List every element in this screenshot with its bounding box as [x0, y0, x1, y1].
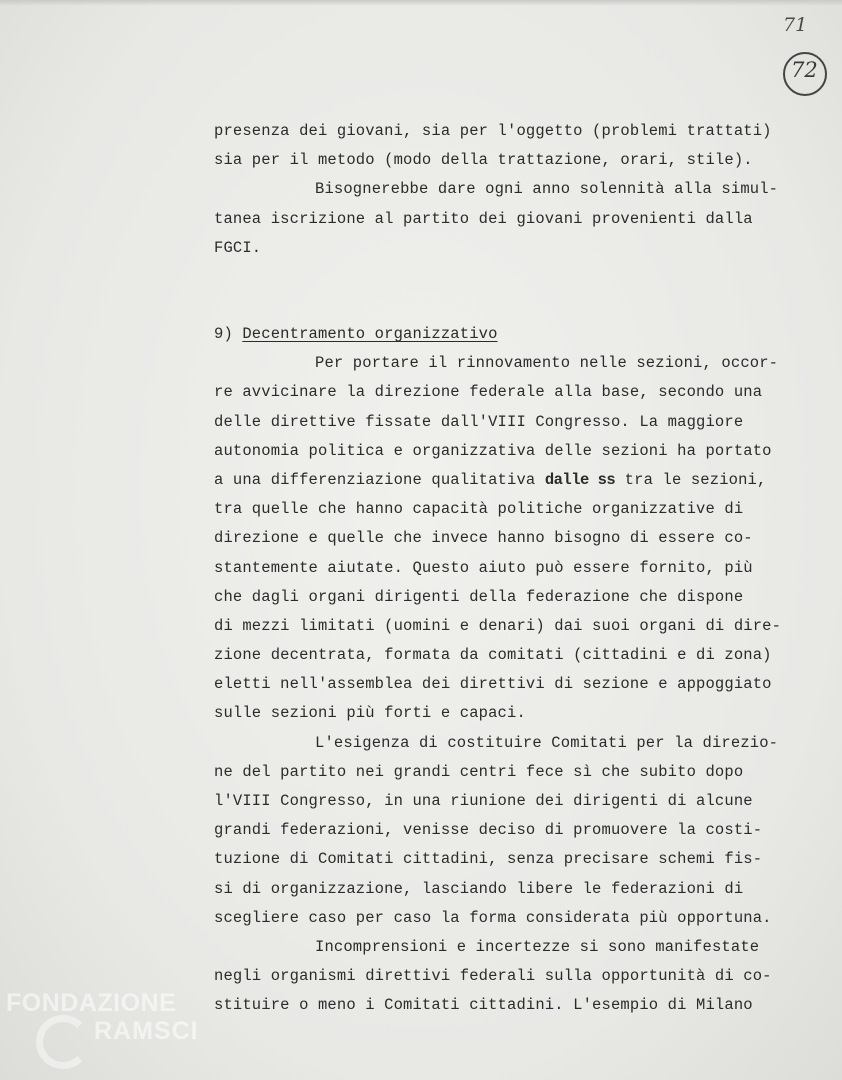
section-title: Decentramento organizzativo: [242, 325, 498, 343]
text-line: FGCI.: [214, 238, 262, 257]
text-line: sia per il metodo (modo della trattazione, orari, stile).: [214, 151, 753, 170]
watermark-g-logo-icon: [36, 1015, 90, 1069]
text-line: scegliere caso per caso la forma considerata più opportuna.: [214, 908, 772, 927]
watermark-line2: RAMSCI: [94, 1017, 199, 1045]
text-line: si di organizzazione, lasciando libere le federazioni di: [214, 879, 744, 898]
text-line: grandi federazioni, venisse deciso di promuovere la costi-: [214, 821, 763, 840]
text-line: di mezzi limitati (uomini e denari) dai suoi organi di dire-: [214, 616, 782, 635]
watermark-line1: FONDAZIONE: [6, 989, 177, 1017]
struck-out-text: dalle ss: [544, 470, 616, 489]
circled-page-number: 72: [791, 58, 818, 82]
text-line-with-strikeout: [214, 466, 814, 495]
section-number: 9): [214, 325, 233, 343]
text-line: stituire o meno i Comitati cittadini. L'esempio di Milano: [214, 996, 753, 1015]
page-top-edge: [0, 0, 842, 6]
text-line: l'VIII Congresso, in una riunione dei dirigenti di alcune: [214, 792, 753, 810]
text-line: tanea iscrizione al partito dei giovani provenienti dalla: [214, 209, 753, 228]
text-line: sulle sezioni più forti e capaci.: [214, 704, 526, 723]
text-line: zione decentrata, formata da comitati (cittadini e di zona): [214, 646, 772, 665]
text-line: stantemente aiutate. Questo aiuto può essere fornito, più: [214, 558, 753, 577]
text-segment: tra le sezioni,: [615, 470, 767, 489]
text-line: che dagli organi dirigenti della federazione che dispone: [214, 587, 744, 606]
text-line: re avvicinare la direzione federale alla base, secondo una: [214, 383, 763, 402]
text-line: Incomprensioni e incertezze si sono manifestate: [315, 937, 760, 956]
text-line: eletti nell'assemblea dei direttivi di sezione e appoggiato: [214, 675, 772, 694]
section-decentramento: [214, 320, 814, 1021]
text-line: direzione e quelle che invece hanno bisogno di essere co-: [214, 529, 753, 548]
fondazione-gramsci-watermark: [6, 985, 216, 1075]
text-line: L'esigenza di costituire Comitati per la direzio-: [315, 733, 779, 752]
text-line: tra quelle che hanno capacità politiche organizzative di: [214, 500, 744, 519]
text-segment: a una differenziazione qualitativa: [214, 470, 545, 489]
handwritten-page-number: 71: [783, 14, 808, 36]
text-line: Bisognerebbe dare ogni anno solennità alla simul-: [315, 180, 779, 199]
text-line: autonomia politica e organizzativa delle sezioni ha portato: [214, 441, 772, 460]
text-line: ne del partito nei grandi centri fece sì che subito dopo: [214, 762, 744, 781]
text-line: negli organismi direttivi federali sulla opportunità di co-: [214, 967, 772, 986]
text-line: presenza dei giovani, sia per l'oggetto (problemi trattati): [214, 122, 772, 140]
paragraph-intro: [214, 117, 814, 263]
text-line: Per portare il rinnovamento nelle sezioni, occor-: [315, 354, 779, 373]
text-line: tuzione di Comitati cittadini, senza precisare schemi fis-: [214, 850, 763, 869]
text-line: delle direttive fissate dall'VIII Congresso. La maggiore: [214, 412, 744, 431]
section-heading: [214, 320, 814, 349]
